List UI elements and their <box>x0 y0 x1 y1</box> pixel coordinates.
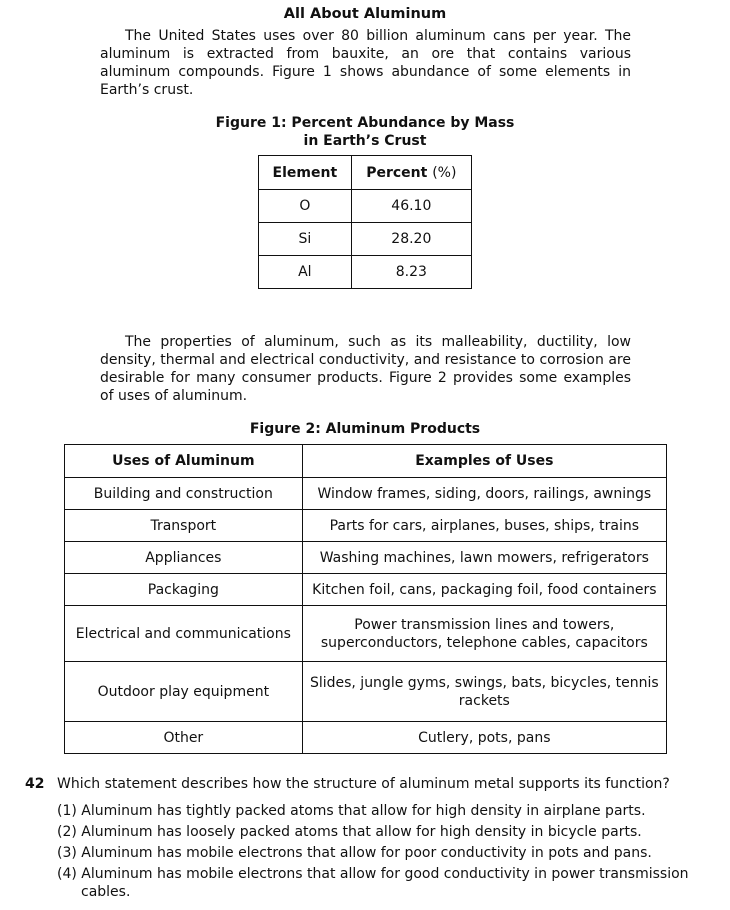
percent-header-label: Percent <box>366 164 428 181</box>
uses-header: Uses of Aluminum <box>65 445 303 478</box>
table-header-row <box>65 445 667 478</box>
use-cell: Transport <box>65 510 303 542</box>
question-stem: Which statement describes how the structure of aluminum metal supports its function? <box>57 776 670 792</box>
percent-cell: 28.20 <box>351 223 471 256</box>
examples-cell: Cutlery, pots, pans <box>302 722 666 754</box>
use-cell: Packaging <box>65 574 303 606</box>
question-number: 42 <box>25 776 45 792</box>
answer-choice-1[interactable]: (1) Aluminum has tightly packed atoms that allow for high density in airplane parts. <box>57 803 646 819</box>
use-cell: Electrical and communications <box>65 606 303 662</box>
percent-cell: 46.10 <box>351 190 471 223</box>
abundance-table <box>258 155 472 289</box>
element-cell: O <box>259 190 352 223</box>
table-row <box>65 662 667 722</box>
percent-cell: 8.23 <box>351 256 471 289</box>
examples-cell: Washing machines, lawn mowers, refrigerators <box>302 542 666 574</box>
products-table <box>64 444 667 754</box>
examples-header: Examples of Uses <box>302 445 666 478</box>
examples-cell: Parts for cars, airplanes, buses, ships, trains <box>302 510 666 542</box>
answer-choice-2[interactable]: (2) Aluminum has loosely packed atoms that allow for high density in bicycle parts. <box>57 824 642 840</box>
use-cell: Outdoor play equipment <box>65 662 303 722</box>
percent-header <box>351 156 471 190</box>
table-row <box>65 510 667 542</box>
page-title: All About Aluminum <box>283 6 447 22</box>
examples-cell: Kitchen foil, cans, packaging foil, food containers <box>302 574 666 606</box>
use-cell: Building and construction <box>65 478 303 510</box>
figure1-caption-line1: Figure 1: Percent Abundance by Mass <box>215 115 515 131</box>
examples-cell: Window frames, siding, doors, railings, awnings <box>302 478 666 510</box>
table-row <box>259 256 472 289</box>
element-header: Element <box>259 156 352 190</box>
table-row <box>65 574 667 606</box>
table-header-row <box>259 156 472 190</box>
figure2-caption: Figure 2: Aluminum Products <box>249 421 481 437</box>
use-cell: Appliances <box>65 542 303 574</box>
element-cell: Si <box>259 223 352 256</box>
figure1-caption <box>0 114 730 150</box>
percent-unit: (%) <box>432 164 457 181</box>
intro-paragraph: The United States uses over 80 billion aluminum cans per year. The aluminum is extracted from bauxite, an ore that contains various aluminum compounds. Figure 1 shows abundance of some elements in Earth’s crust. <box>100 28 631 98</box>
examples-cell: Slides, jungle gyms, swings, bats, bicycles, tennis rackets <box>302 662 666 722</box>
answer-choice-3[interactable]: (3) Aluminum has mobile electrons that allow for poor conductivity in pots and pans. <box>57 845 652 861</box>
examples-cell: Power transmission lines and towers, superconductors, telephone cables, capacitors <box>302 606 666 662</box>
element-cell: Al <box>259 256 352 289</box>
table-row <box>259 190 472 223</box>
table-row <box>259 223 472 256</box>
properties-paragraph: The properties of aluminum, such as its malleability, ductility, low density, thermal and electrical conductivity, and resistance to corrosion are desirable for many consumer products. Figure 2 provides some examples of uses of aluminum. <box>100 334 631 404</box>
answer-choice-4[interactable]: (4) Aluminum has mobile electrons that allow for good conductivity in power transmission cables. <box>57 866 689 900</box>
table-row <box>65 478 667 510</box>
table-row <box>65 606 667 662</box>
table-row <box>65 722 667 754</box>
table-row <box>65 542 667 574</box>
use-cell: Other <box>65 722 303 754</box>
answer-choices <box>57 802 697 904</box>
figure1-caption-line2: in Earth’s Crust <box>303 133 427 149</box>
